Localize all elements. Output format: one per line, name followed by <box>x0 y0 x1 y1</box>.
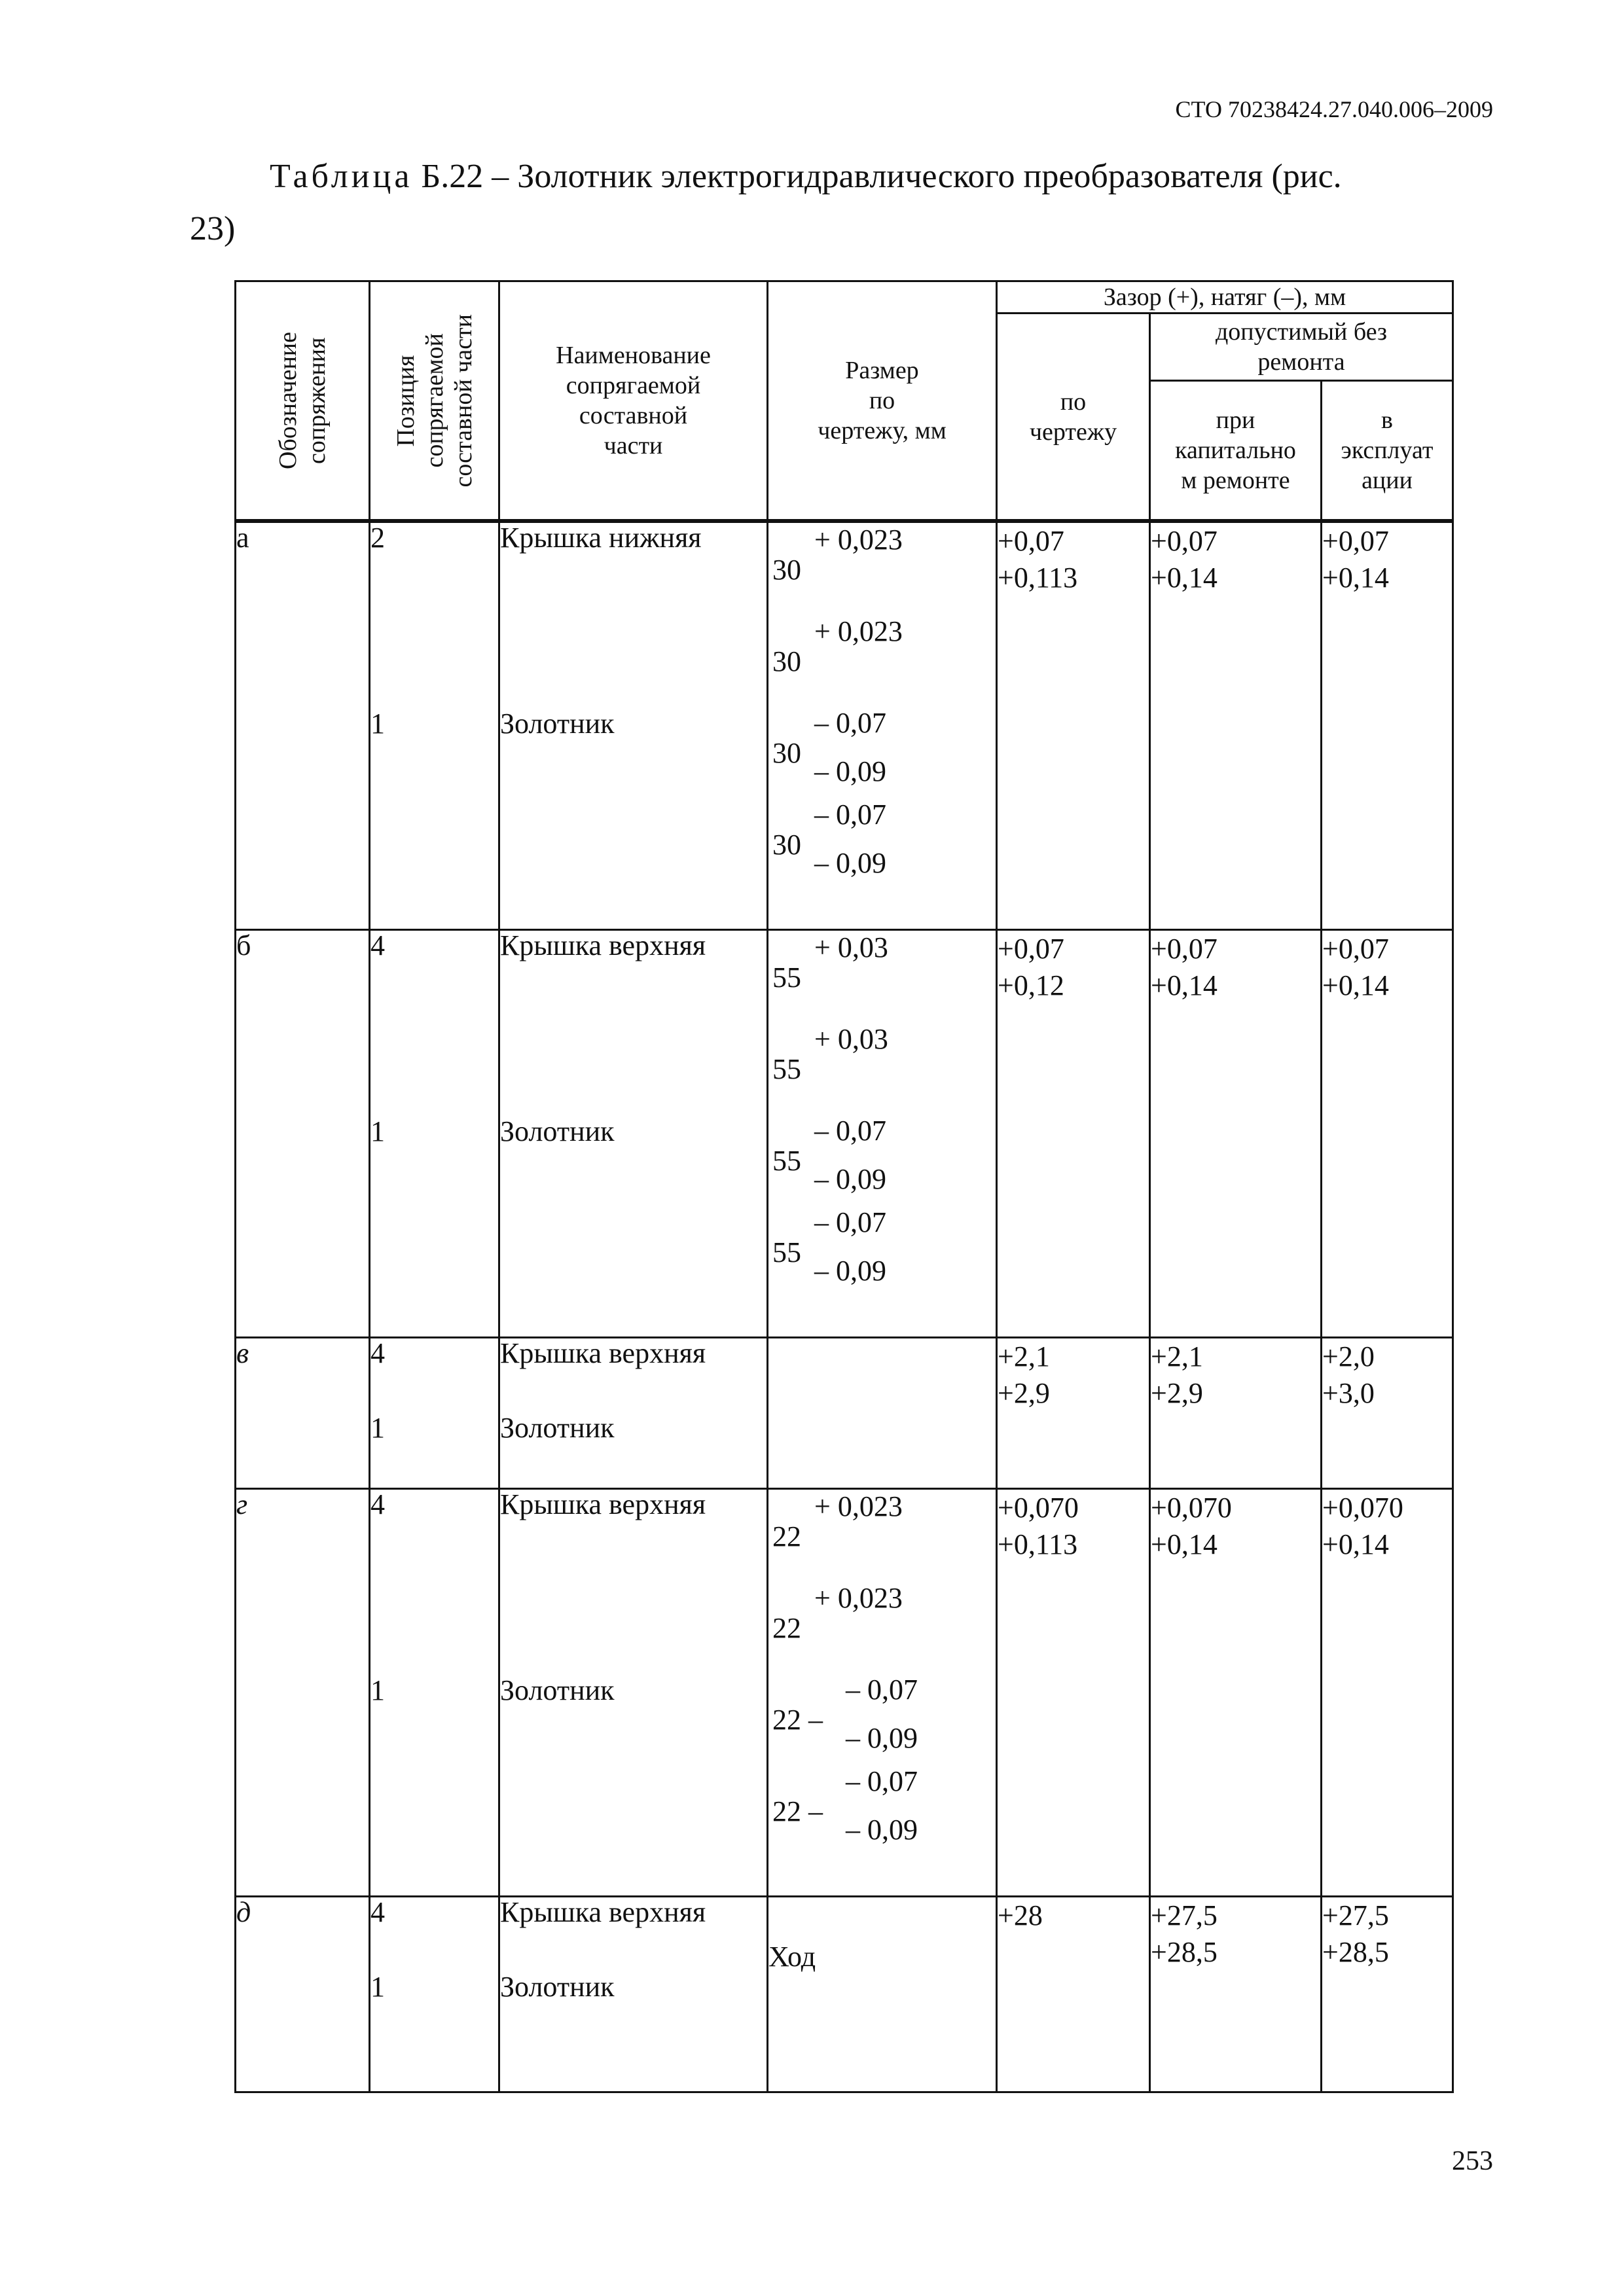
document-code: СТО 70238424.27.040.006–2009 <box>1175 96 1493 122</box>
cell-part-name: Крышка нижняя Золотник <box>499 521 768 930</box>
cell-position: 4 1 <box>370 1489 499 1897</box>
cell-size: Ход <box>768 1897 997 2092</box>
table-title-line1 <box>190 151 1493 203</box>
header-part-name: Наименование сопрягаемой составной части <box>499 281 768 522</box>
table-row <box>236 521 1453 930</box>
cell-capital-repair: +0,07 +0,14 <box>1150 521 1322 930</box>
cell-by-drawing: +28 <box>997 1897 1150 2092</box>
cell-in-operation: +0,07 +0,14 <box>1322 521 1453 930</box>
table-row <box>236 1489 1453 1897</box>
table-title-text: Б.22 – Золотник электрогидравлического преобразователя (рис. <box>412 158 1342 195</box>
cell-capital-repair: +2,1 +2,9 <box>1150 1338 1322 1489</box>
table-caption-word: Таблица <box>270 158 413 195</box>
cell-capital-repair: +27,5 +28,5 <box>1150 1897 1322 2092</box>
cell-position: 4 1 <box>370 930 499 1338</box>
cell-by-drawing: +0,07 +0,12 <box>997 930 1150 1338</box>
header-capital-repair: при капитально м ремонте <box>1150 381 1322 522</box>
cell-designation: д <box>236 1897 370 2092</box>
cell-position: 4 1 <box>370 1897 499 2092</box>
cell-designation: а <box>236 521 370 930</box>
cell-part-name: Крышка верхняя Золотник <box>499 1897 768 2092</box>
cell-in-operation: +2,0 +3,0 <box>1322 1338 1453 1489</box>
header-allowed-group: допустимый без ремонта <box>1150 314 1453 381</box>
cell-size <box>768 1338 997 1489</box>
table-row <box>236 930 1453 1338</box>
header-by-drawing: по чертежу <box>997 314 1150 522</box>
cell-in-operation: +0,070 +0,14 <box>1322 1489 1453 1897</box>
cell-position: 4 1 <box>370 1338 499 1489</box>
cell-by-drawing: +0,070 +0,113 <box>997 1489 1150 1897</box>
cell-designation: б <box>236 930 370 1338</box>
cell-designation: в <box>236 1338 370 1489</box>
header-size: Размер по чертежу, мм <box>768 281 997 522</box>
cell-in-operation: +0,07 +0,14 <box>1322 930 1453 1338</box>
table-title-line2: 23) <box>190 210 236 247</box>
cell-position: 2 1 <box>370 521 499 930</box>
cell-designation: г <box>236 1489 370 1897</box>
cell-size: 55 + 0,03 55 + 0,03 55 – 0,07 – 0,09 55 – 0,07 – 0,09 <box>768 930 997 1338</box>
cell-by-drawing: +2,1 +2,9 <box>997 1338 1150 1489</box>
cell-part-name: Крышка верхняя Золотник <box>499 1489 768 1897</box>
header-in-operation: в эксплуат ации <box>1322 381 1453 522</box>
cell-part-name: Крышка верхняя Золотник <box>499 930 768 1338</box>
header-position: Позиция сопрягаемой составной части <box>370 281 499 522</box>
header-gap-group: Зазор (+), натяг (–), мм <box>997 281 1453 314</box>
cell-capital-repair: +0,07 +0,14 <box>1150 930 1322 1338</box>
cell-by-drawing: +0,07 +0,113 <box>997 521 1150 930</box>
cell-in-operation: +27,5 +28,5 <box>1322 1897 1453 2092</box>
header-designation: Обозначение сопряжения <box>236 281 370 522</box>
cell-size: 30 + 0,023 30 + 0,023 30 – 0,07 – 0,09 30 – 0,07 – 0,09 <box>768 521 997 930</box>
spec-table <box>234 280 1454 2093</box>
cell-capital-repair: +0,070 +0,14 <box>1150 1489 1322 1897</box>
table-title <box>190 151 1493 255</box>
page-number: 253 <box>1452 2146 1493 2176</box>
cell-size: 22 + 0,023 22 + 0,023 22 – – 0,07 – 0,09 22 – – 0,07 – 0,09 <box>768 1489 997 1897</box>
table-row <box>236 1897 1453 2092</box>
cell-part-name: Крышка верхняя Золотник <box>499 1338 768 1489</box>
table-row <box>236 1338 1453 1489</box>
